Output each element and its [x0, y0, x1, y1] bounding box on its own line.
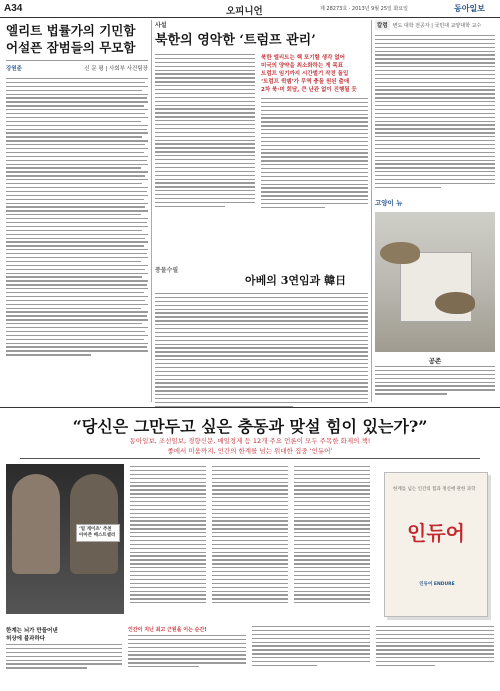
editorial-body	[155, 54, 255, 208]
column-divider	[371, 20, 372, 402]
editorial-headline: 북한의 영악한 ‘트럼프 관리’	[155, 33, 316, 48]
photo-caption-body	[375, 366, 495, 395]
ad-divider	[20, 458, 480, 459]
ad-bottom-section	[6, 626, 494, 686]
editorial-pullquote: 북한 엘리트는 핵 포기할 생각 없어 미국의 양약을 최소화하는 게 목표 트럼프 임기까지 시간벌기 작전 돌입 ‘트럼프 퀵뎀’가 무역 충돌 원된 출애 2차 북·미 회담, 큰 난관 없이 진행될 듯	[261, 55, 357, 93]
ad-subline: 동아일보, 조선일보, 경향신문, 매일경제 등 12개 주요 언론이 모두 주목한 화제의 책! 좋에서 미움까지, 인간의 한계를 넘는 위대한 집중 ‘인듀어’	[129, 437, 371, 455]
column-body	[375, 35, 495, 188]
ad-headline: “당신은 그만두고 싶은 충동과 맞설 힘이 있는가?”	[72, 417, 428, 436]
book-subtitle: 한계를 넘는 인간의 힘과 정신에 관한 과학	[393, 487, 476, 492]
editorial-body-2	[261, 98, 368, 208]
article-body	[6, 78, 148, 356]
ad-text	[130, 466, 370, 626]
author-line	[6, 60, 148, 72]
essay	[155, 265, 368, 401]
cat-icon	[380, 242, 420, 264]
column-byline: 변도 대학 전공자 | 국민대 교양대학 교수	[392, 22, 482, 29]
photo-tag: 고양이 뉴	[375, 199, 403, 207]
page-header	[0, 0, 500, 18]
ad-fact-title: 인간이 지닌 최고 근원을 이는 순간!	[128, 627, 207, 633]
column-tag: 칼럼	[375, 20, 390, 30]
author-role: 신 문 평 | 사회부 사건팀장	[84, 66, 148, 72]
page-number: A34	[4, 3, 23, 14]
book-label: 인듀어 ENDURE	[419, 582, 455, 587]
book-advertisement	[0, 407, 500, 691]
column-left	[6, 20, 148, 402]
book-cover	[384, 472, 488, 617]
ad-photo	[6, 464, 124, 614]
ad-footnote-title: 한계는 뇌가 만들어낸 허상에 불과하다	[6, 628, 58, 642]
column-divider	[151, 20, 152, 402]
person-icon	[12, 474, 60, 574]
photo-feature	[375, 198, 495, 401]
column-right	[375, 20, 495, 195]
ad-badge: ‘빌 게이츠’ 추천 아마존 베스트셀러	[76, 524, 120, 542]
issue-date: 제 28273호 · 2013년 9월 25일 화요일	[320, 6, 408, 12]
editorial-tag: 사설	[155, 22, 167, 29]
editorial	[155, 20, 368, 260]
masthead-logo: 동아일보	[454, 4, 485, 13]
cat-photo	[375, 212, 495, 352]
column-headline: 엘리트 법률가의 기민함 어설픈 잠범들의 무모함	[6, 23, 136, 55]
book-title: 인듀어	[407, 521, 465, 545]
photo-caption-title: 공존	[428, 357, 442, 365]
section-title: 오피니언	[226, 6, 263, 17]
essay-headline: 아베의 3연임과 韓日	[245, 274, 347, 287]
essay-tag: 풍물수필	[155, 267, 179, 274]
author-name: 강원준	[6, 66, 22, 72]
cat-icon	[435, 292, 475, 314]
essay-body	[155, 293, 368, 407]
